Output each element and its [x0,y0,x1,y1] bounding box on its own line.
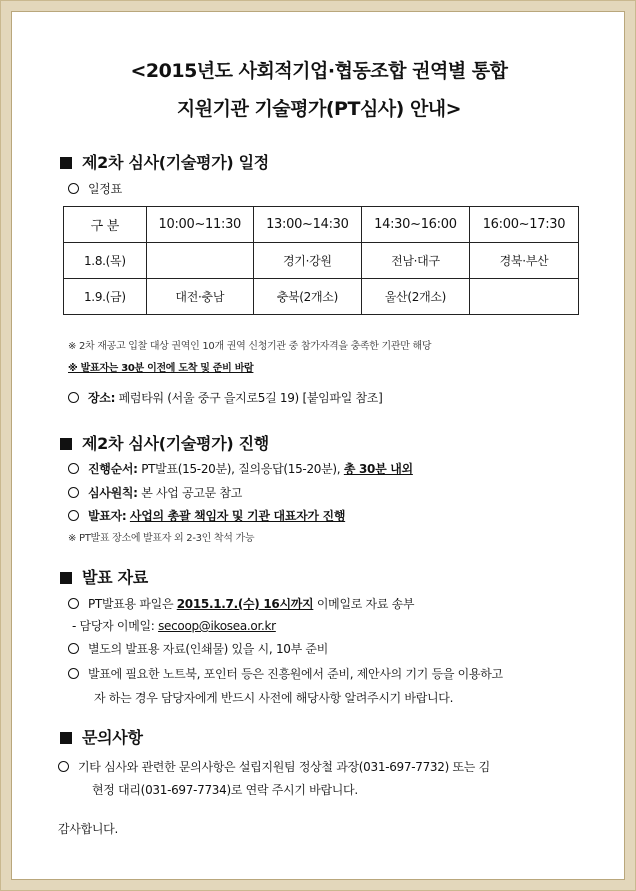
table-header-cell: 14:30~16:00 [361,207,469,243]
table-cell [146,243,253,279]
circle-bullet-icon [68,183,79,194]
presenter-note: ※ PT발표 장소에 발표자 외 2-3인 착석 가능 [68,533,255,544]
circle-bullet-icon [68,510,79,521]
circle-bullet-icon [68,463,79,474]
table-cell: 전남·대구 [361,243,469,279]
square-bullet-icon [60,438,72,450]
contact-email-link[interactable]: secoop@ikosea.or.kr [158,619,276,633]
square-bullet-icon [60,157,72,169]
table-header-cell: 구 분 [64,207,147,243]
table-cell: 1.9.(금) [64,279,147,315]
document-page [11,11,625,880]
circle-bullet-icon [68,643,79,654]
schedule-note-2: ※ 발표자는 30분 이전에 도착 및 준비 바람 [68,363,254,374]
table-row [64,279,579,315]
table-header-cell: 10:00~11:30 [146,207,253,243]
table-header-cell: 13:00~14:30 [253,207,361,243]
table-cell: 1.8.(목) [64,243,147,279]
section-3-heading: 발표 자료 [60,565,148,588]
table-cell: 경북·부산 [469,243,578,279]
title-line-1: <2015년도 사회적기업·협동조합 권역별 통합 [130,60,508,82]
circle-bullet-icon [58,761,69,772]
circle-bullet-icon [68,392,79,403]
closing-text: 감사합니다. [58,822,118,836]
table-cell [469,279,578,315]
section-4-heading: 문의사항 [60,725,143,748]
circle-bullet-icon [68,487,79,498]
circle-bullet-icon [68,668,79,679]
table-header-row [64,207,579,243]
equipment-line-1: 발표에 필요한 노트북, 포인터 등은 진흥원에서 준비, 제안사의 기기 등을 이용하고 [68,665,503,682]
schedule-note-1: ※ 2차 재공고 입찰 대상 권역인 10개 권역 신청기관 중 참가자격을 충족한 기관만 해당 [68,341,432,352]
review-principle-line: 심사원칙: 본 사업 공고문 참고 [68,484,242,501]
title-line-2: 지원기관 기술평가(PT심사) 안내> [176,98,462,120]
inquiry-line-1: 기타 심사와 관련한 문의사항은 설립지원팀 정상철 과장(031-697-7732) 또는 김 [58,758,490,775]
section-2-heading: 제2차 심사(기술평가) 진행 [60,431,269,454]
square-bullet-icon [60,732,72,744]
schedule-subheading: 일정표 [68,180,122,197]
table-cell: 대전·충남 [146,279,253,315]
table-cell: 울산(2개소) [361,279,469,315]
square-bullet-icon [60,572,72,584]
schedule-table [63,206,579,315]
table-cell: 경기·강원 [253,243,361,279]
presenter-line: 발표자: 사업의 총괄 책임자 및 기관 대표자가 진행 [68,507,345,524]
printed-material-line: 별도의 발표용 자료(인쇄물) 있을 시, 10부 준비 [68,640,328,657]
inquiry-line-2: 현정 대리(031-697-7734)로 연락 주시기 바랍니다. [92,783,358,797]
file-submission-line: PT발표용 파일은 2015.1.7.(수) 16시까지 이메일로 자료 송부 [68,595,414,612]
section-1-heading: 제2차 심사(기술평가) 일정 [60,150,269,173]
table-header-cell: 16:00~17:30 [469,207,578,243]
contact-email-line: - 담당자 이메일: secoop@ikosea.or.kr [72,619,276,633]
table-row [64,243,579,279]
place-line: 장소: 페럼타워 (서울 중구 을지로5길 19) [붙임파일 참조] [68,389,383,406]
circle-bullet-icon [68,598,79,609]
table-cell: 충북(2개소) [253,279,361,315]
progress-order-line: 진행순서: PT발표(15-20분), 질의응답(15-20분), 총 30분 내외 [68,460,413,477]
equipment-line-2: 자 하는 경우 담당자에게 반드시 사전에 해당사항 알려주시기 바랍니다. [94,691,454,705]
